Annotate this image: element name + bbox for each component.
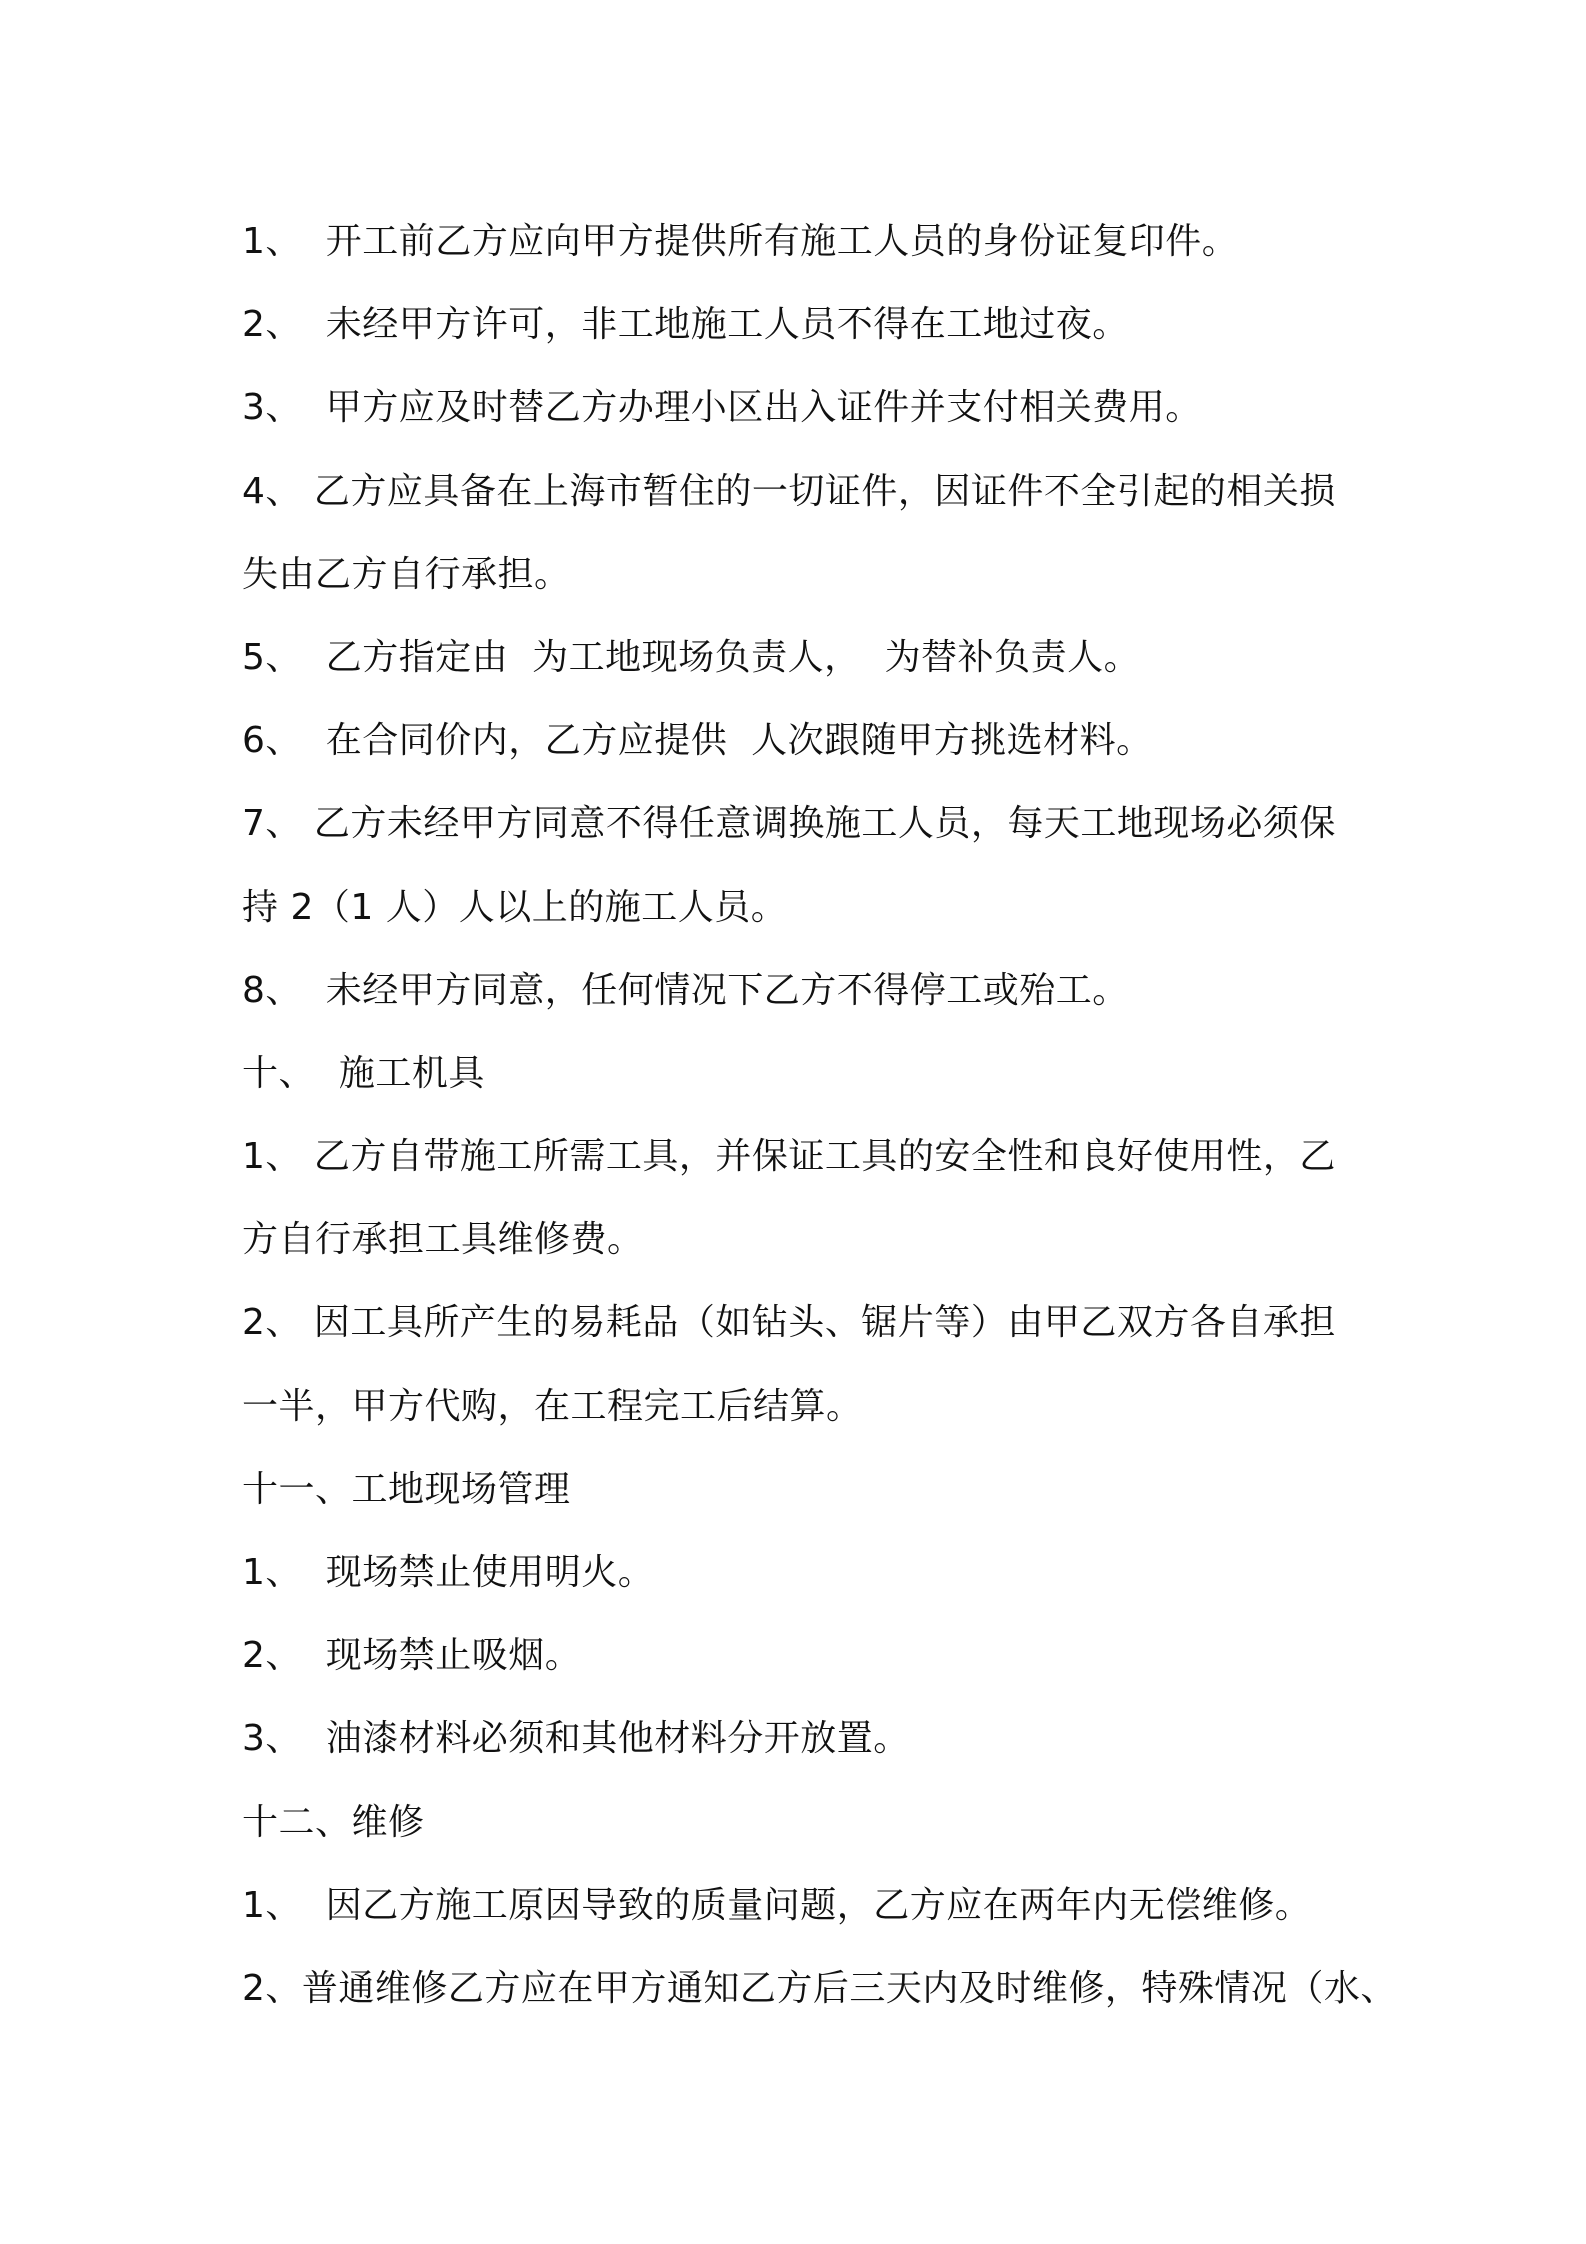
document-body xyxy=(242,200,1397,2030)
section-heading: 十一、工地现场管理 xyxy=(242,1468,571,1510)
text-line: 2、 未经甲方许可，非工地施工人员不得在工地过夜。 xyxy=(242,304,1129,346)
text-line: 6、 在合同价内，乙方应提供 人次跟随甲方挑选材料。 xyxy=(242,720,1153,762)
text-line: 3、 油漆材料必须和其他材料分开放置。 xyxy=(242,1718,910,1760)
text-line: 失由乙方自行承担。 xyxy=(242,553,571,595)
text-line: 3、 甲方应及时替乙方办理小区出入证件并支付相关费用。 xyxy=(242,387,1202,429)
text-line: 8、 未经甲方同意，任何情况下乙方不得停工或殆工。 xyxy=(242,969,1129,1011)
text-line: 持 2（1 人）人以上的施工人员。 xyxy=(242,886,788,928)
text-line: 方自行承担工具维修费。 xyxy=(242,1219,644,1261)
text-line: 1、 因乙方施工原因导致的质量问题，乙方应在两年内无偿维修。 xyxy=(242,1884,1312,1926)
text-line: 2、普通维修乙方应在甲方通知乙方后三天内及时维修，特殊情况（水、 xyxy=(242,1967,1397,2009)
text-line: 2、 现场禁止吸烟。 xyxy=(242,1635,582,1677)
text-line: 1、 乙方自带施工所需工具，并保证工具的安全性和良好使用性，乙 xyxy=(242,1136,1336,1178)
text-line: 1、 现场禁止使用明火。 xyxy=(242,1552,655,1593)
section-heading: 十、 施工机具 xyxy=(242,1052,485,1094)
text-line: 1、 开工前乙方应向甲方提供所有施工人员的身份证复印件。 xyxy=(242,221,1239,262)
section-heading: 十二、维修 xyxy=(242,1801,425,1843)
text-line: 7、 乙方未经甲方同意不得任意调换施工人员，每天工地现场必须保 xyxy=(242,803,1336,845)
text-line: 2、 因工具所产生的易耗品（如钻头、锯片等）由甲乙双方各自承担 xyxy=(242,1302,1336,1344)
text-line: 一半，甲方代购，在工程完工后结算。 xyxy=(242,1385,863,1427)
text-line: 5、 乙方指定由 为工地现场负责人， 为替补负责人。 xyxy=(242,636,1141,678)
text-line: 4、 乙方应具备在上海市暂住的一切证件，因证件不全引起的相关损 xyxy=(242,470,1336,512)
